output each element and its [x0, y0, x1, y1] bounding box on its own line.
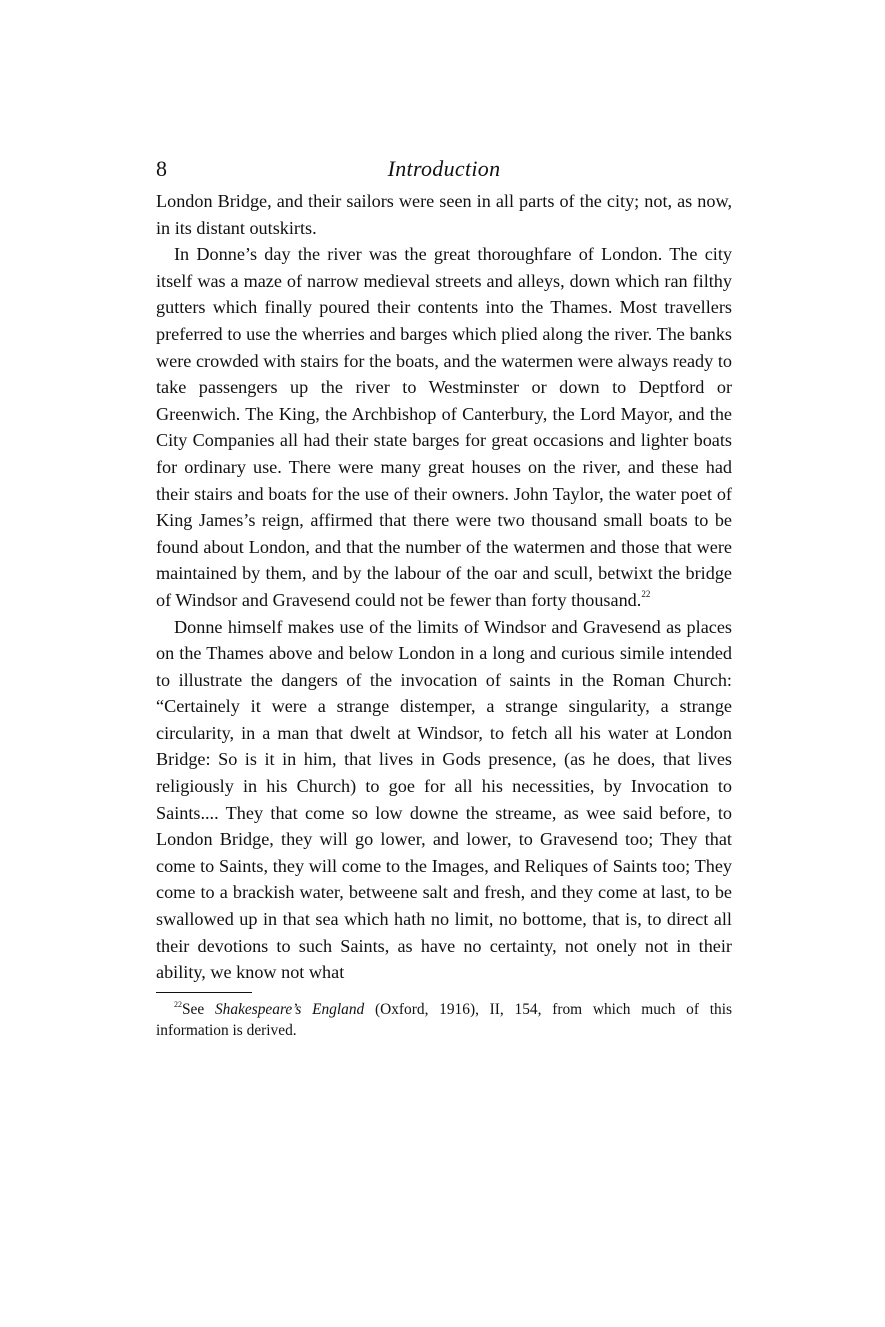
footnote-reference: 22 [641, 588, 651, 599]
paragraph-1: London Bridge, and their sailors were seen in all parts of the city; not, as now, in its distant outskirts. [156, 191, 732, 238]
footnote [156, 999, 732, 1041]
running-head [156, 152, 732, 188]
footnote-prefix: See [182, 1000, 215, 1018]
body-text [156, 188, 732, 986]
paragraph-2-text: In Donne’s day the river was the great thoroughfare of London. The city itself was a maze of narrow medieval streets and alleys, down which ran filthy gutters which finally poured their contents into the Thames. Most travellers preferred to use the wherries and barges which plied along the river. The banks were crowded with stairs for the boats, and the watermen were always ready to take passengers up the river to Westminster or down to Deptford or Greenwich. The King, the Archbishop of Canterbury, the Lord Mayor, and the City Companies all had their state barges for great occasions and lighter boats for ordinary use. There were many great houses on the river, and these had their stairs and boats for the use of their owners. John Taylor, the water poet of King James’s reign, affirmed that there were two thousand small boats to be found about London, and that the number of the watermen and those that were maintained by them, and by the labour of the oar and scull, betwixt the bridge of Windsor and Gravesend could not be fewer than forty thousand. [156, 244, 732, 610]
paragraph-3: Donne himself makes use of the limits of Windsor and Gravesend as places on the Thames above and below London in a long and curious simile intended to illustrate the dangers of the invocation of saints in the Roman Church: “Certainely it were a strange distemper, a strange singularity, a strange circularity, in a man that dwelt at Windsor, to fetch all his water at London Bridge: So is it in him, that lives in Gods presence, (as he does, that lives religiously in his Church) to goe for all his necessities, by Invocation to Saints.... They that come so low downe the streame, as wee said before, to London Bridge, they will go lower, and lower, to Gravesend too; They that come to Saints, they will come to the Images, and Reliques of Saints too; They come to a brackish water, betweene salt and fresh, and they come at last, to be swallowed up in that sea which hath no limit, no bottome, that is, to direct all their devotions to such Saints, as have no certainty, not onely not in their ability, we know not what [156, 616, 732, 983]
footnote-rule [156, 992, 252, 993]
running-title: Introduction [387, 156, 501, 181]
page-number: 8 [156, 156, 167, 181]
paragraph-2 [156, 241, 732, 613]
footnote-text: (Oxford, 1916), II, 154, from which much of this information is derived. [156, 1000, 732, 1039]
footnote-mark: 22 [174, 999, 182, 1009]
book-page [156, 152, 732, 1041]
footnote-cited-title: Shakespeare’s England [214, 1000, 365, 1018]
